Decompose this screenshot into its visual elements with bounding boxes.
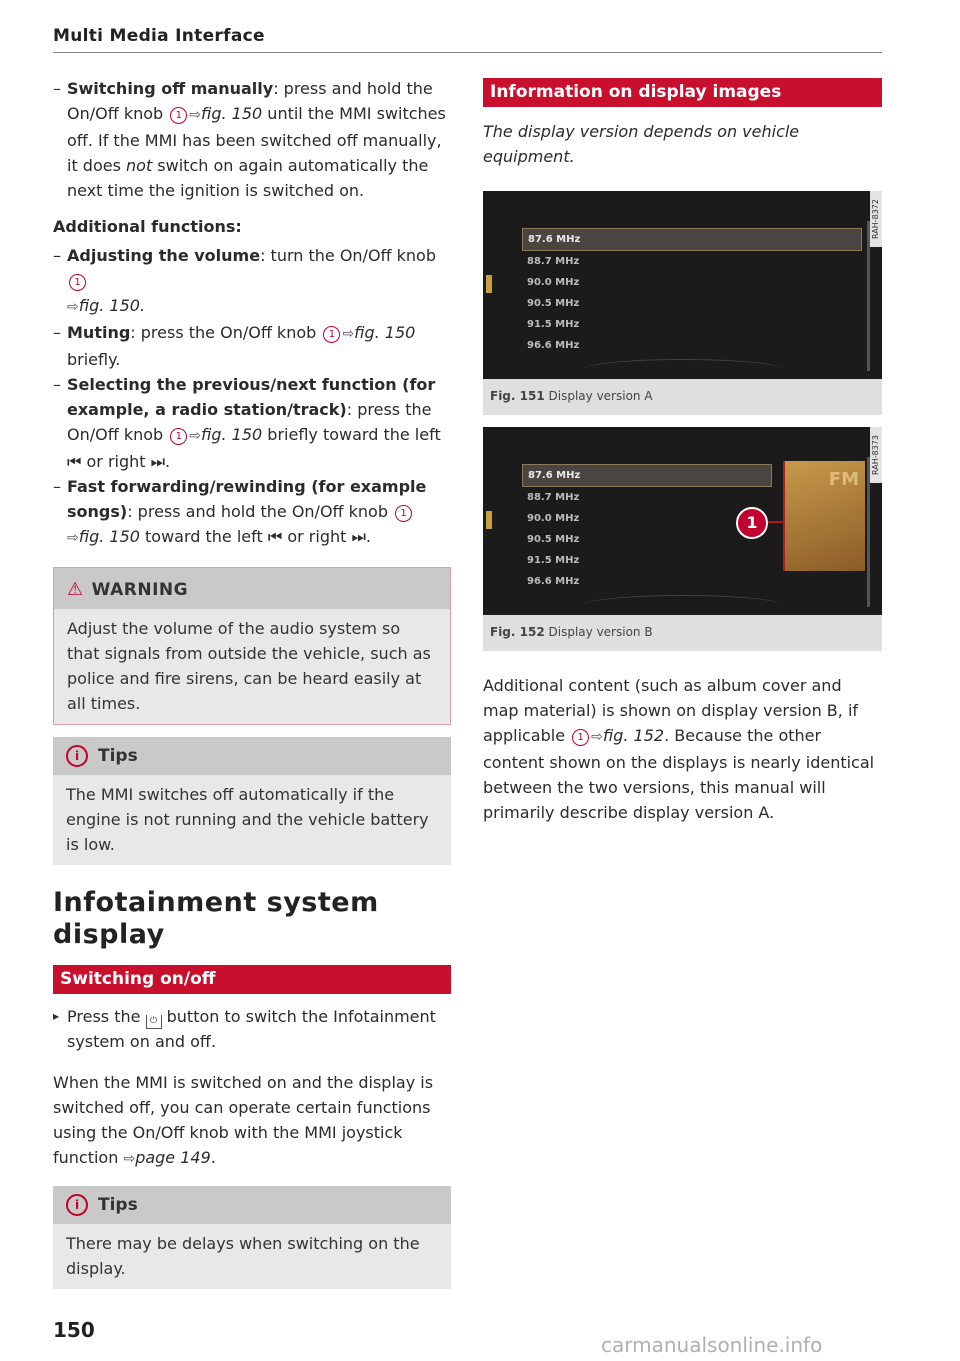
header-rule (53, 52, 882, 53)
power-button-icon: ⏻ (146, 1015, 162, 1029)
fast-item (53, 474, 451, 551)
muting-item (53, 320, 451, 372)
item-text: briefly toward the left ⏮ or right ⏭. (67, 425, 441, 471)
station-item: 91.5 MHz (527, 555, 580, 566)
page-ref: page 149 (135, 1148, 211, 1167)
warning-title: WARNING (91, 580, 189, 600)
station-item: 96.6 MHz (527, 340, 580, 351)
cover-label: FM (828, 469, 859, 490)
callout-ref: 1 (69, 274, 86, 291)
tips-body: The MMI switches off automatically if the engine is not running and the vehicle battery is low. (66, 785, 429, 854)
para-text: . Because the other content shown on the displays is nearly identical between the two versions, this manual will primarily describe display version A. (483, 726, 875, 822)
station-item: 91.5 MHz (527, 319, 580, 330)
info-icon: i (66, 745, 88, 767)
arrow-icon: ⇨ (67, 299, 79, 315)
station-item: 90.0 MHz (527, 513, 580, 524)
station-item: 88.7 MHz (527, 256, 580, 267)
scrollbar (867, 221, 870, 371)
figure-code: RAH-8372 (870, 191, 882, 247)
source-indicator (486, 275, 492, 293)
scrollbar (867, 457, 870, 607)
right-column (483, 78, 882, 825)
callout-marker: 1 (736, 507, 768, 539)
step-text: button to switch the Infotainment system on and off. (67, 1007, 436, 1051)
callout-ref: 1 (323, 326, 340, 343)
fig-ref: fig. 150 (78, 527, 140, 546)
item-text: : press and hold the On/Off knob (67, 79, 433, 123)
tips-body: There may be delays when switching on the display. (66, 1234, 420, 1278)
callout-ref: 1 (395, 505, 412, 522)
figure-number: Fig. 151 (490, 389, 545, 403)
additional-functions-heading: Additional functions: (53, 217, 242, 236)
fig-ref: fig. 150 (354, 323, 416, 342)
callout-ref: 1 (572, 729, 589, 746)
station-item: 96.6 MHz (527, 576, 580, 587)
warning-box (53, 567, 451, 725)
source-indicator (486, 511, 492, 529)
station-item: 90.5 MHz (527, 534, 580, 545)
bottom-arc (583, 359, 783, 380)
station-item: 88.7 MHz (527, 492, 580, 503)
arrow-icon: ⇨ (189, 107, 202, 123)
station-list (522, 228, 862, 356)
album-cover (783, 461, 865, 571)
tips-header (53, 737, 451, 775)
section-title: Infotainment system display (53, 887, 379, 950)
caption-text: Display version B (548, 625, 653, 639)
warning-icon: ⚠ (67, 579, 84, 600)
item-text: : press the On/Off knob (130, 323, 317, 342)
station-item: 90.0 MHz (527, 277, 580, 288)
arrow-icon: ⇨ (591, 729, 603, 745)
item-text: : press the On/Off knob (67, 400, 432, 444)
body-paragraph (483, 673, 882, 825)
figure-152 (483, 427, 882, 651)
intro-text: The display version depends on vehicle equipment. (483, 122, 800, 166)
left-column (53, 76, 451, 1289)
tips-header (53, 1186, 451, 1224)
figure-number: Fig. 152 (490, 625, 545, 639)
emphasis: not (126, 156, 153, 175)
figure-151 (483, 191, 882, 415)
item-text: switch on again automatically the next time the ignition is switched on. (67, 156, 429, 200)
item-bold: Selecting the previous/next function (for example, a radio station/track) (67, 375, 436, 419)
arrow-icon: ⇨ (67, 530, 79, 546)
figure-caption (483, 615, 882, 651)
figure-code: RAH-8373 (870, 427, 882, 483)
callout-ref: 1 (170, 428, 187, 445)
item-bold: Muting (67, 323, 131, 342)
page-number: 150 (53, 1318, 95, 1342)
bottom-arc (583, 595, 783, 616)
callout-line (766, 521, 784, 523)
station-item: 87.6 MHz (522, 464, 772, 487)
para-text: When the MMI is switched on and the display is switched off, you can operate certain functions using the On/Off knob with the MMI joystick function (53, 1073, 434, 1167)
body-paragraph (53, 1070, 451, 1172)
fig-ref: fig. 150 (201, 104, 263, 123)
tips-title: Tips (98, 1195, 138, 1215)
tips-title: Tips (98, 746, 138, 766)
step-text: Press the (67, 1007, 146, 1026)
page-header: Multi Media Interface (53, 26, 265, 46)
para-text: Additional content (such as album cover and map material) is shown on display version B, if applicable (483, 676, 859, 745)
item-text: toward the left ⏮ or right ⏭. (139, 527, 371, 546)
warning-header (54, 568, 450, 609)
fig-ref: fig. 152 (602, 726, 665, 745)
switching-off-item (53, 76, 451, 203)
fig-ref: fig. 150. (78, 296, 146, 315)
fig-ref: fig. 150 (201, 425, 263, 444)
item-bold: Switching off manually (67, 79, 274, 98)
station-item: 90.5 MHz (527, 298, 580, 309)
item-text: : turn the On/Off knob (260, 246, 436, 265)
warning-body: Adjust the volume of the audio system so that signals from outside the vehicle, such as police and fire sirens, can be heard easily at all times. (67, 619, 431, 713)
item-bold: Adjusting the volume (67, 246, 261, 265)
display-screen-a (483, 191, 882, 379)
arrow-icon: ⇨ (123, 1151, 136, 1167)
tips-box-2 (53, 1186, 451, 1289)
subsection-title: Switching on/off (53, 965, 451, 994)
arrow-icon: ⇨ (342, 326, 355, 342)
step-item (53, 1004, 451, 1054)
figure-caption (483, 379, 882, 415)
arrow-icon: ⇨ (189, 428, 202, 444)
info-icon: i (66, 1194, 88, 1216)
station-item: 87.6 MHz (522, 228, 862, 251)
callout-ref: 1 (170, 107, 187, 124)
para-text: . (210, 1148, 216, 1167)
item-text: : press and hold the On/Off knob (127, 502, 388, 521)
item-text: until the MMI switches off. If the MMI has been switched off manually, it does (67, 104, 446, 175)
tips-box (53, 737, 451, 865)
select-item (53, 372, 451, 474)
caption-text: Display version A (548, 389, 653, 403)
item-bold: Fast forwarding/rewinding (for example songs) (67, 477, 427, 521)
station-list (522, 464, 772, 592)
display-screen-b (483, 427, 882, 615)
watermark: carmanualsonline.info (601, 1333, 823, 1357)
info-title: Information on display images (483, 78, 882, 107)
volume-item (53, 243, 451, 320)
item-text: briefly. (67, 350, 121, 369)
